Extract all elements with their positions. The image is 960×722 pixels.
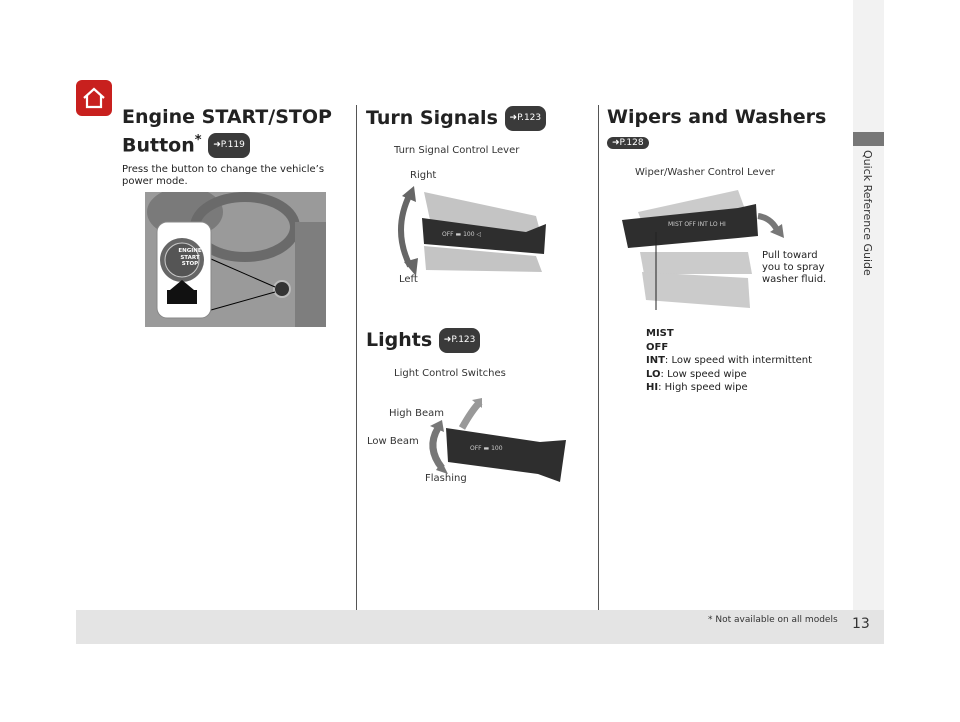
- page-ref-link[interactable]: ➜P.123: [439, 328, 481, 353]
- turn-signals-section: [366, 106, 596, 131]
- dashboard-illustration: [145, 192, 326, 327]
- side-tab-label: Quick Reference Guide: [861, 150, 874, 276]
- title-line: Button: [122, 134, 195, 157]
- wiper-lever-illustration: [618, 182, 778, 310]
- lights-section: [366, 328, 596, 353]
- wiper-mode-list: [646, 327, 812, 395]
- list-item: HI: High speed wipe: [646, 382, 748, 394]
- right-label: Right: [410, 170, 437, 181]
- list-item: LO: Low speed wipe: [646, 368, 747, 380]
- pull-arrow-icon: [756, 210, 786, 240]
- pull-instruction: Pull toward you to spray washer fluid.: [762, 250, 827, 285]
- flashing-label: Flashing: [425, 473, 467, 484]
- page-ref-link[interactable]: ➜P.128: [607, 137, 649, 149]
- page-ref-link[interactable]: ➜P.123: [505, 106, 547, 131]
- list-item: OFF: [646, 341, 669, 353]
- side-tab-marker: [853, 132, 884, 146]
- turn-signal-lever-illustration: [396, 184, 556, 276]
- wipers-section: [607, 106, 847, 151]
- svg-text:OFF ▬ 100 ◁: OFF ▬ 100 ◁: [442, 231, 482, 238]
- engine-button-label: ENGINE START STOP: [178, 248, 202, 267]
- section-title: Wipers and Washers: [607, 106, 827, 128]
- wiper-caption: Wiper/Washer Control Lever: [635, 167, 775, 178]
- turn-signal-caption: Turn Signal Control Lever: [394, 145, 520, 156]
- svg-text:MIST OFF INT LO HI: MIST OFF INT LO HI: [668, 221, 726, 228]
- low-beam-label: Low Beam: [367, 436, 419, 447]
- column-divider: [598, 105, 599, 610]
- column-divider: [356, 105, 357, 610]
- title-line: Engine START/STOP: [122, 106, 332, 128]
- light-lever-illustration: [420, 398, 570, 484]
- list-item: MIST: [646, 328, 674, 339]
- section-title: Lights ➜P.123: [366, 328, 596, 353]
- page-number: 13: [852, 616, 870, 632]
- svg-text:OFF ▬ 100: OFF ▬ 100: [470, 445, 503, 452]
- asterisk: *: [194, 133, 202, 148]
- section-title: Turn Signals ➜P.123: [366, 106, 596, 131]
- light-switch-caption: Light Control Switches: [394, 368, 506, 379]
- list-item: INT: Low speed with intermittent: [646, 355, 813, 367]
- section-title: [122, 106, 347, 158]
- footnote: * Not available on all models: [708, 615, 838, 625]
- page-ref-link[interactable]: ➜P.119: [208, 133, 250, 158]
- high-beam-label: High Beam: [389, 408, 445, 419]
- left-label: Left: [399, 274, 418, 285]
- home-icon: [76, 80, 112, 116]
- engine-description: Press the button to change the vehicle’s power mode.: [122, 164, 325, 188]
- engine-section: [122, 106, 347, 188]
- home-button[interactable]: [76, 80, 112, 116]
